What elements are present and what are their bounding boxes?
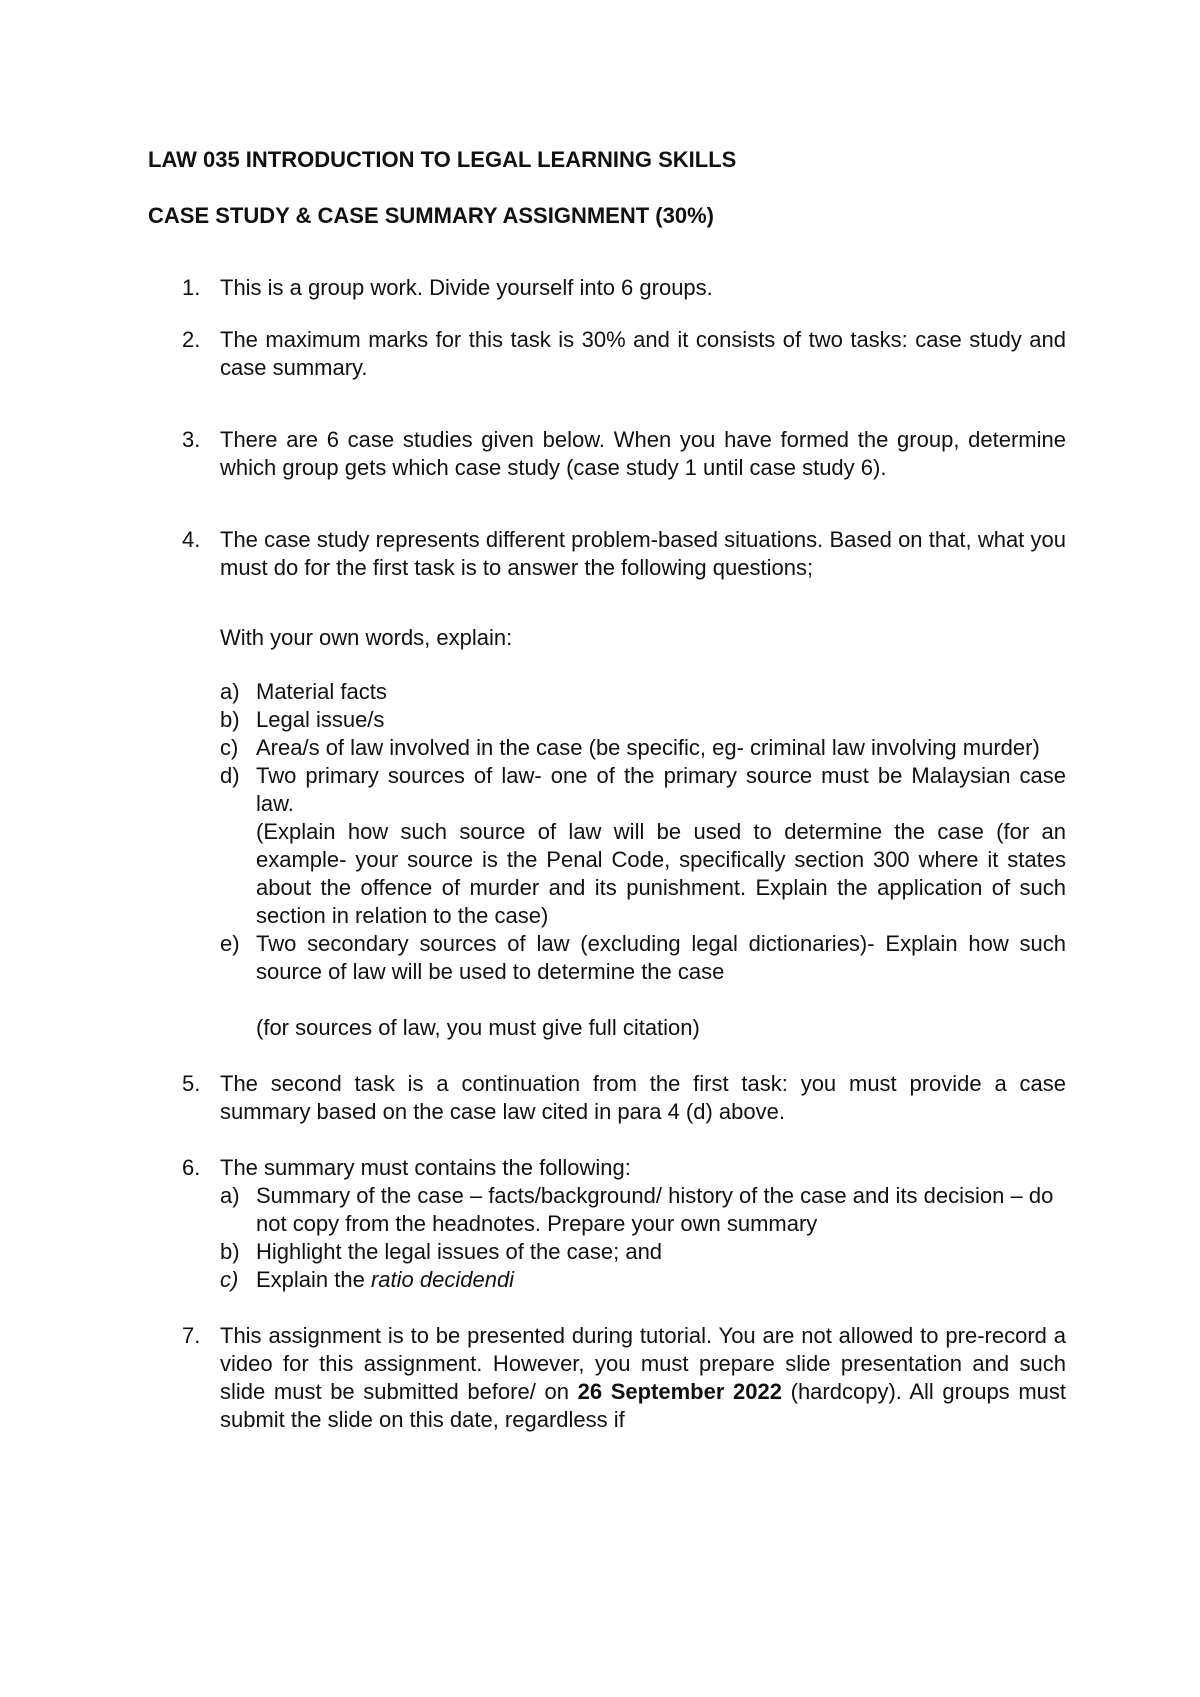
sub-item: [220, 734, 1066, 762]
list-item: [148, 526, 1066, 1042]
item-body: [220, 1154, 1066, 1294]
list-item: [148, 1154, 1066, 1294]
sub-letter: e): [220, 931, 240, 956]
item-number: 7.: [182, 1323, 201, 1348]
sub-note: (Explain how such source of law will be used to determine the case (for an example- your source is the Penal Code, specifically section 300 where it states about the offence of murder and its punishment. Explain the application of such section in relation to the case): [256, 819, 1066, 928]
citation-footnote: (for sources of law, you must give full citation): [256, 1015, 700, 1040]
sub-item: [220, 930, 1066, 986]
sub-letter: c): [220, 1267, 239, 1292]
list-item: [148, 426, 1066, 482]
list-item: [148, 274, 1066, 302]
item-text-part: (hardcopy). All groups must submit the slide on this date, regardless if: [220, 1379, 1066, 1432]
item-number: 4.: [182, 527, 201, 552]
sub-letter: c): [220, 735, 239, 760]
sub-letter: a): [220, 1183, 240, 1208]
sub-item: [220, 678, 1066, 706]
sub-text: [256, 1266, 1066, 1294]
item-text: This is a group work. Divide yourself into 6 groups.: [220, 275, 713, 300]
sub-text: Legal issue/s: [256, 707, 385, 732]
sub-text: Two secondary sources of law (excluding legal dictionaries)- Explain how such source of law will be used to determine the case: [256, 931, 1066, 984]
item-number: 6.: [182, 1155, 201, 1180]
sub-text: Area/s of law involved in the case (be specific, eg- criminal law involving murder): [256, 735, 1040, 760]
document-title: LAW 035 INTRODUCTION TO LEGAL LEARNING SKILLS: [148, 147, 737, 172]
sub-text-prefix: Explain the: [256, 1267, 371, 1292]
ratio-decidendi-term: ratio decidendi: [370, 1267, 515, 1292]
sub-list: [220, 678, 1066, 986]
list-item: [148, 326, 1066, 382]
item-text: The maximum marks for this task is 30% and it consists of two tasks: case study and case summary.: [220, 327, 1066, 380]
sub-text: Two primary sources of law- one of the primary source must be Malaysian case law.: [256, 763, 1066, 816]
item-text: The summary must contains the following:: [220, 1155, 631, 1180]
item-text: There are 6 case studies given below. When you have formed the group, determine which group gets which case study (case study 1 until case study 6).: [220, 427, 1066, 480]
instruction-list: [148, 274, 1066, 1434]
sub-letter: a): [220, 679, 240, 704]
sub-item: [220, 1182, 1066, 1238]
item-number: 1.: [182, 275, 201, 300]
item-number: 5.: [182, 1071, 201, 1096]
sub-body: [256, 762, 1066, 930]
sub-letter: b): [220, 707, 240, 732]
item-number: 3.: [182, 427, 201, 452]
sub-list: [220, 1182, 1066, 1294]
list-item: [148, 1070, 1066, 1126]
item-body: [220, 526, 1066, 1042]
sub-letter: d): [220, 763, 240, 788]
list-item: [148, 1322, 1066, 1434]
sub-letter: b): [220, 1239, 240, 1264]
sub-item: [220, 1238, 1066, 1266]
document-subtitle: CASE STUDY & CASE SUMMARY ASSIGNMENT (30%): [148, 203, 714, 228]
submission-date: 26 September 2022: [577, 1379, 782, 1404]
document-content: [148, 146, 1066, 1462]
sub-item: [220, 1266, 1066, 1294]
sub-text: Summary of the case – facts/background/ history of the case and its decision – do not copy from the headnotes. Prepare your own summary: [256, 1183, 1054, 1236]
item-text-part: This assignment is to be presented during tutorial. You are not allowed to pre-record a video for this assignment. However, you must prepare slide presentation and such slide must be submitted before/ on: [220, 1323, 1066, 1404]
sub-text: Material facts: [256, 679, 387, 704]
sub-text: Highlight the legal issues of the case; and: [256, 1239, 663, 1264]
item-text: The second task is a continuation from the first task: you must provide a case summary based on the case law cited in para 4 (d) above.: [220, 1071, 1066, 1124]
sub-item: [220, 762, 1066, 930]
item-text: The case study represents different problem-based situations. Based on that, what you must do for the first task is to answer the following questions;: [220, 527, 1066, 580]
item-text: [220, 1322, 1066, 1434]
sub-item: [220, 706, 1066, 734]
item-number: 2.: [182, 327, 201, 352]
explain-intro: With your own words, explain:: [220, 625, 513, 650]
